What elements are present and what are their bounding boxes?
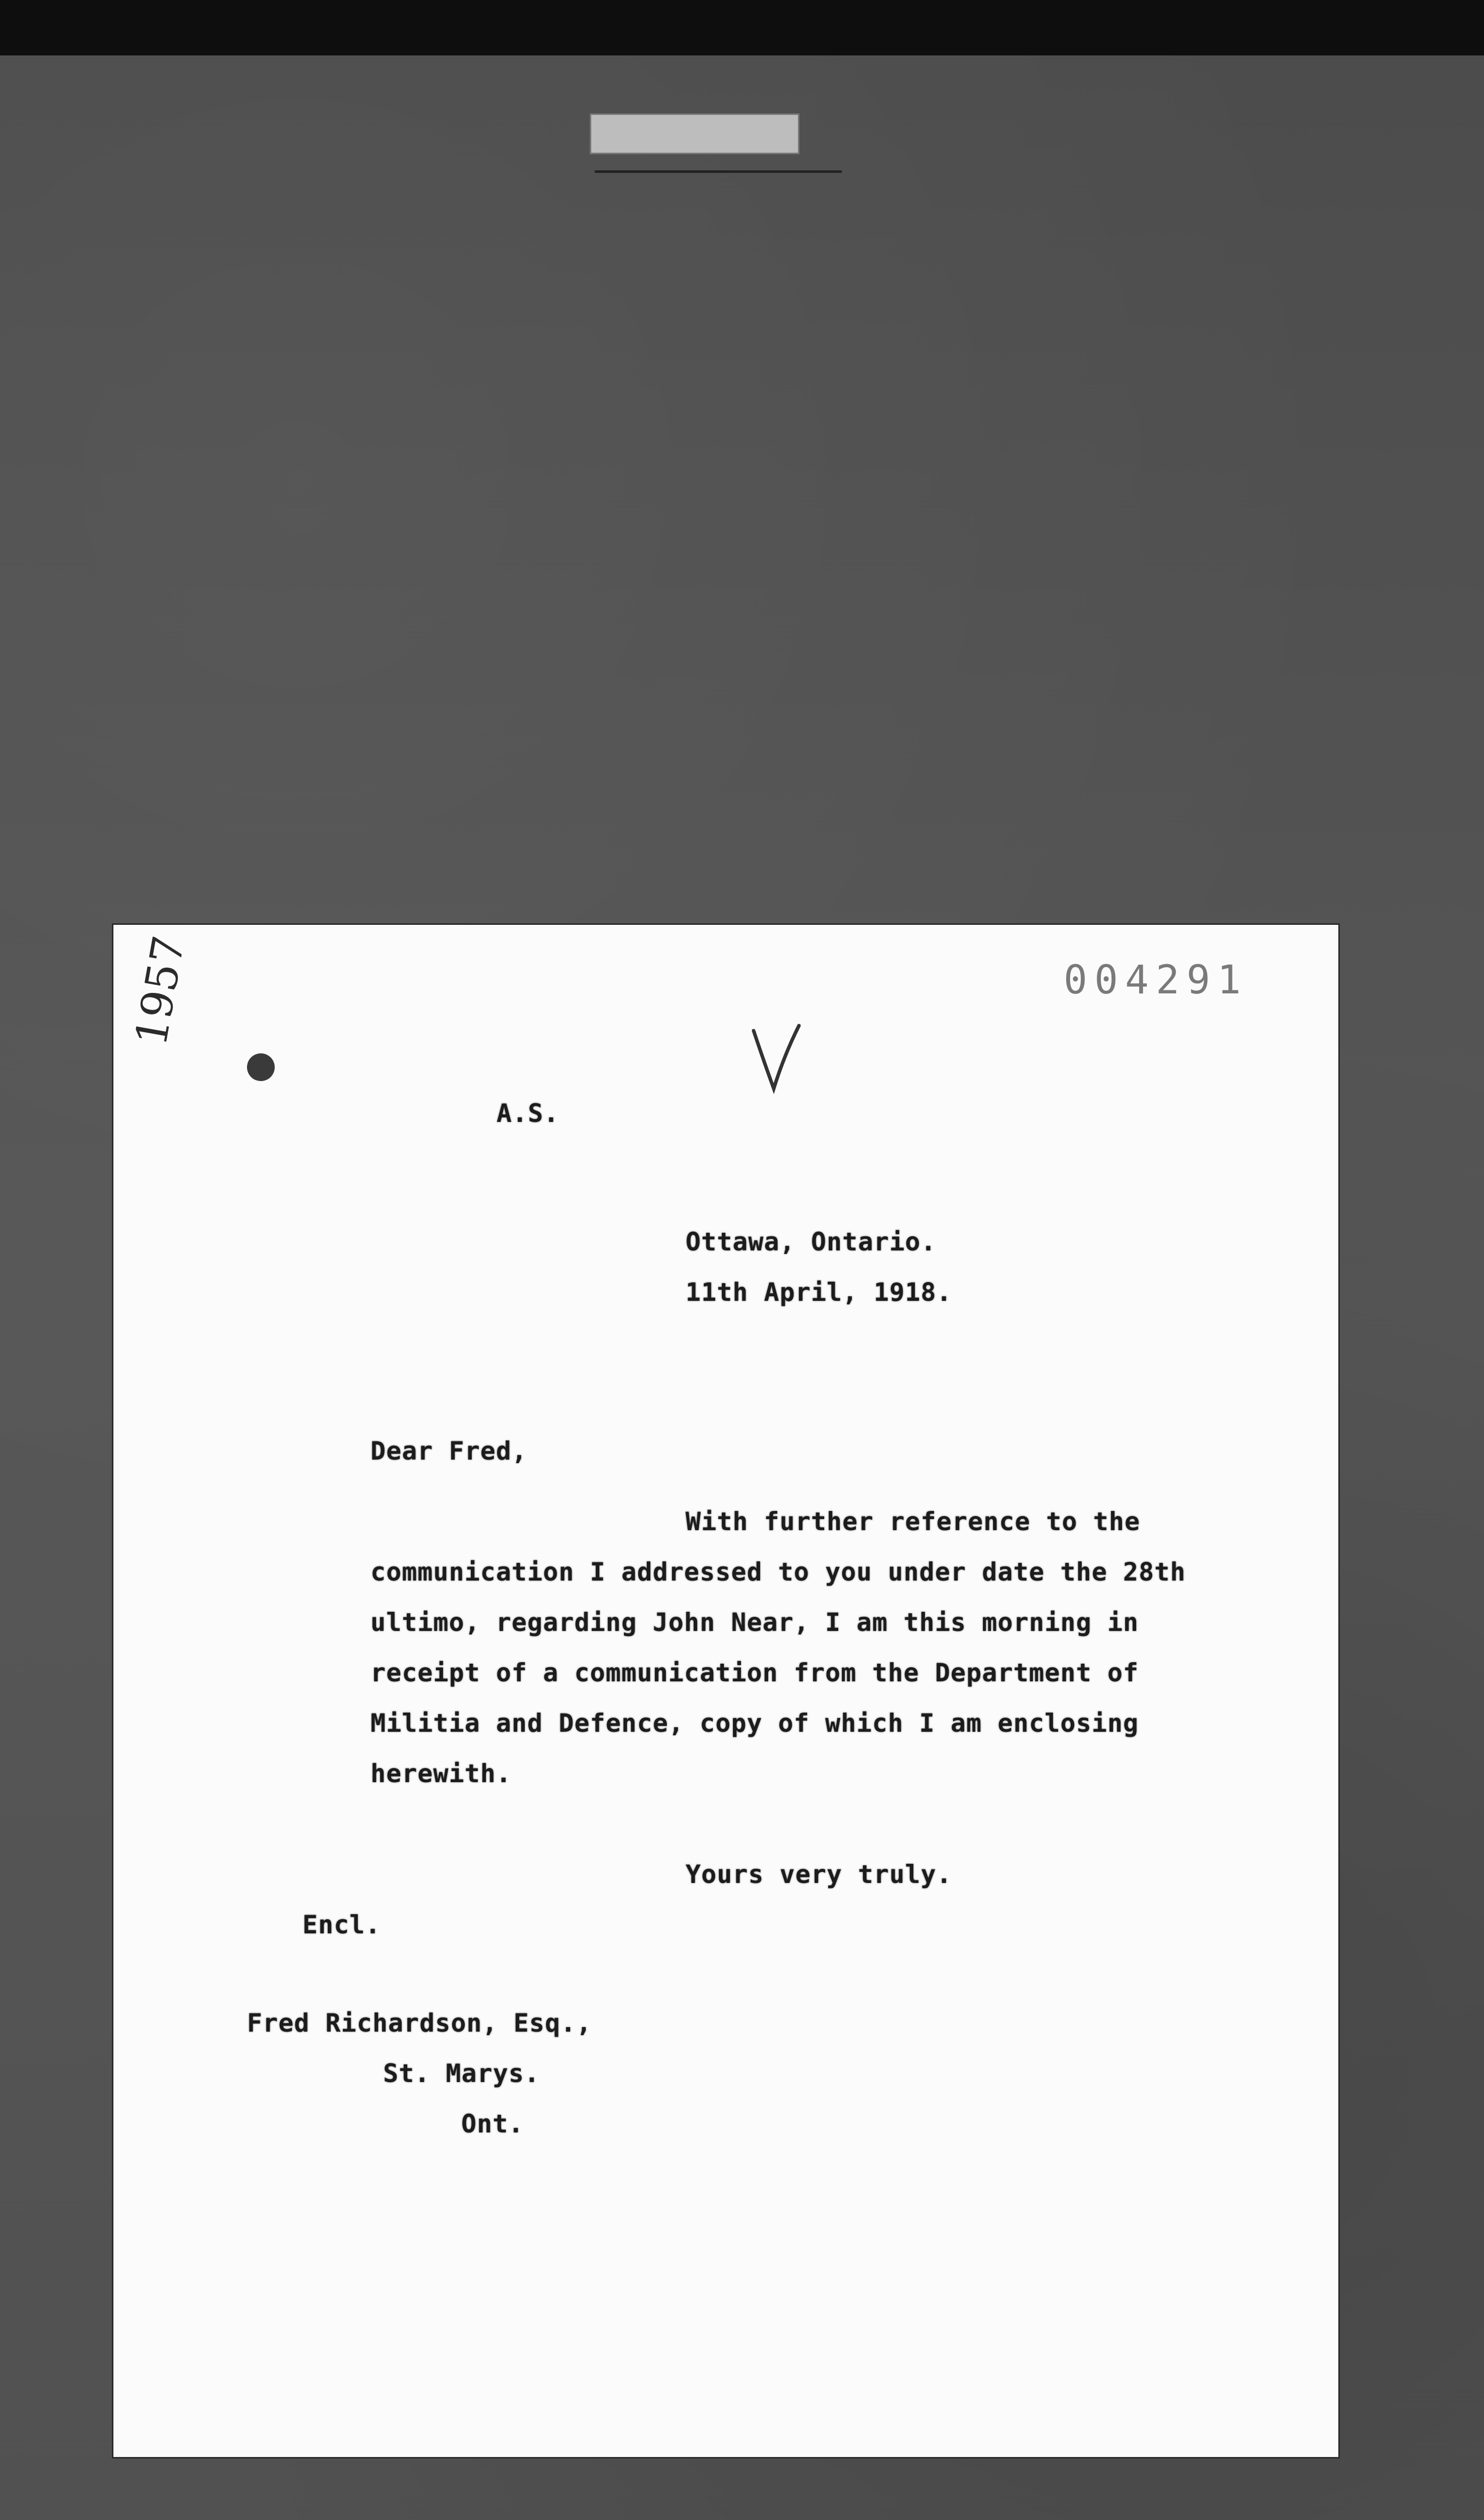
addressee-name: Fred Richardson, Esq., bbox=[247, 2008, 592, 2038]
addressee-city: St. Marys. bbox=[383, 2059, 540, 2088]
clip-shadow-line bbox=[595, 170, 842, 173]
letter-page bbox=[113, 925, 1338, 2457]
letter-date: 11th April, 1918. bbox=[686, 1278, 952, 1307]
handwritten-number: 1957 bbox=[126, 932, 195, 1050]
microfilm-board bbox=[0, 55, 1484, 2520]
body-line: ultimo, regarding John Near, I am this morning in bbox=[370, 1608, 1139, 1637]
checkmark-icon bbox=[749, 1021, 804, 1096]
document-stamp-number: 004291 bbox=[1064, 958, 1248, 1003]
enclosure-note: Encl. bbox=[302, 1910, 381, 1939]
salutation: Dear Fred, bbox=[370, 1436, 528, 1466]
body-line: receipt of a communication from the Department of bbox=[370, 1658, 1139, 1687]
closing: Yours very truly. bbox=[686, 1860, 952, 1889]
letter-place: Ottawa, Ontario. bbox=[686, 1227, 937, 1256]
addressee-province: Ont. bbox=[461, 2109, 524, 2138]
body-line: herewith. bbox=[370, 1759, 512, 1788]
punch-hole bbox=[247, 1053, 275, 1081]
body-line: Militia and Defence, copy of which I am enclosing bbox=[370, 1709, 1139, 1738]
board-clip bbox=[590, 113, 799, 154]
body-line: communication I addressed to you under date the 28th bbox=[370, 1557, 1186, 1587]
sender-initials: A.S. bbox=[497, 1099, 560, 1128]
body-line: With further reference to the bbox=[686, 1507, 1140, 1536]
